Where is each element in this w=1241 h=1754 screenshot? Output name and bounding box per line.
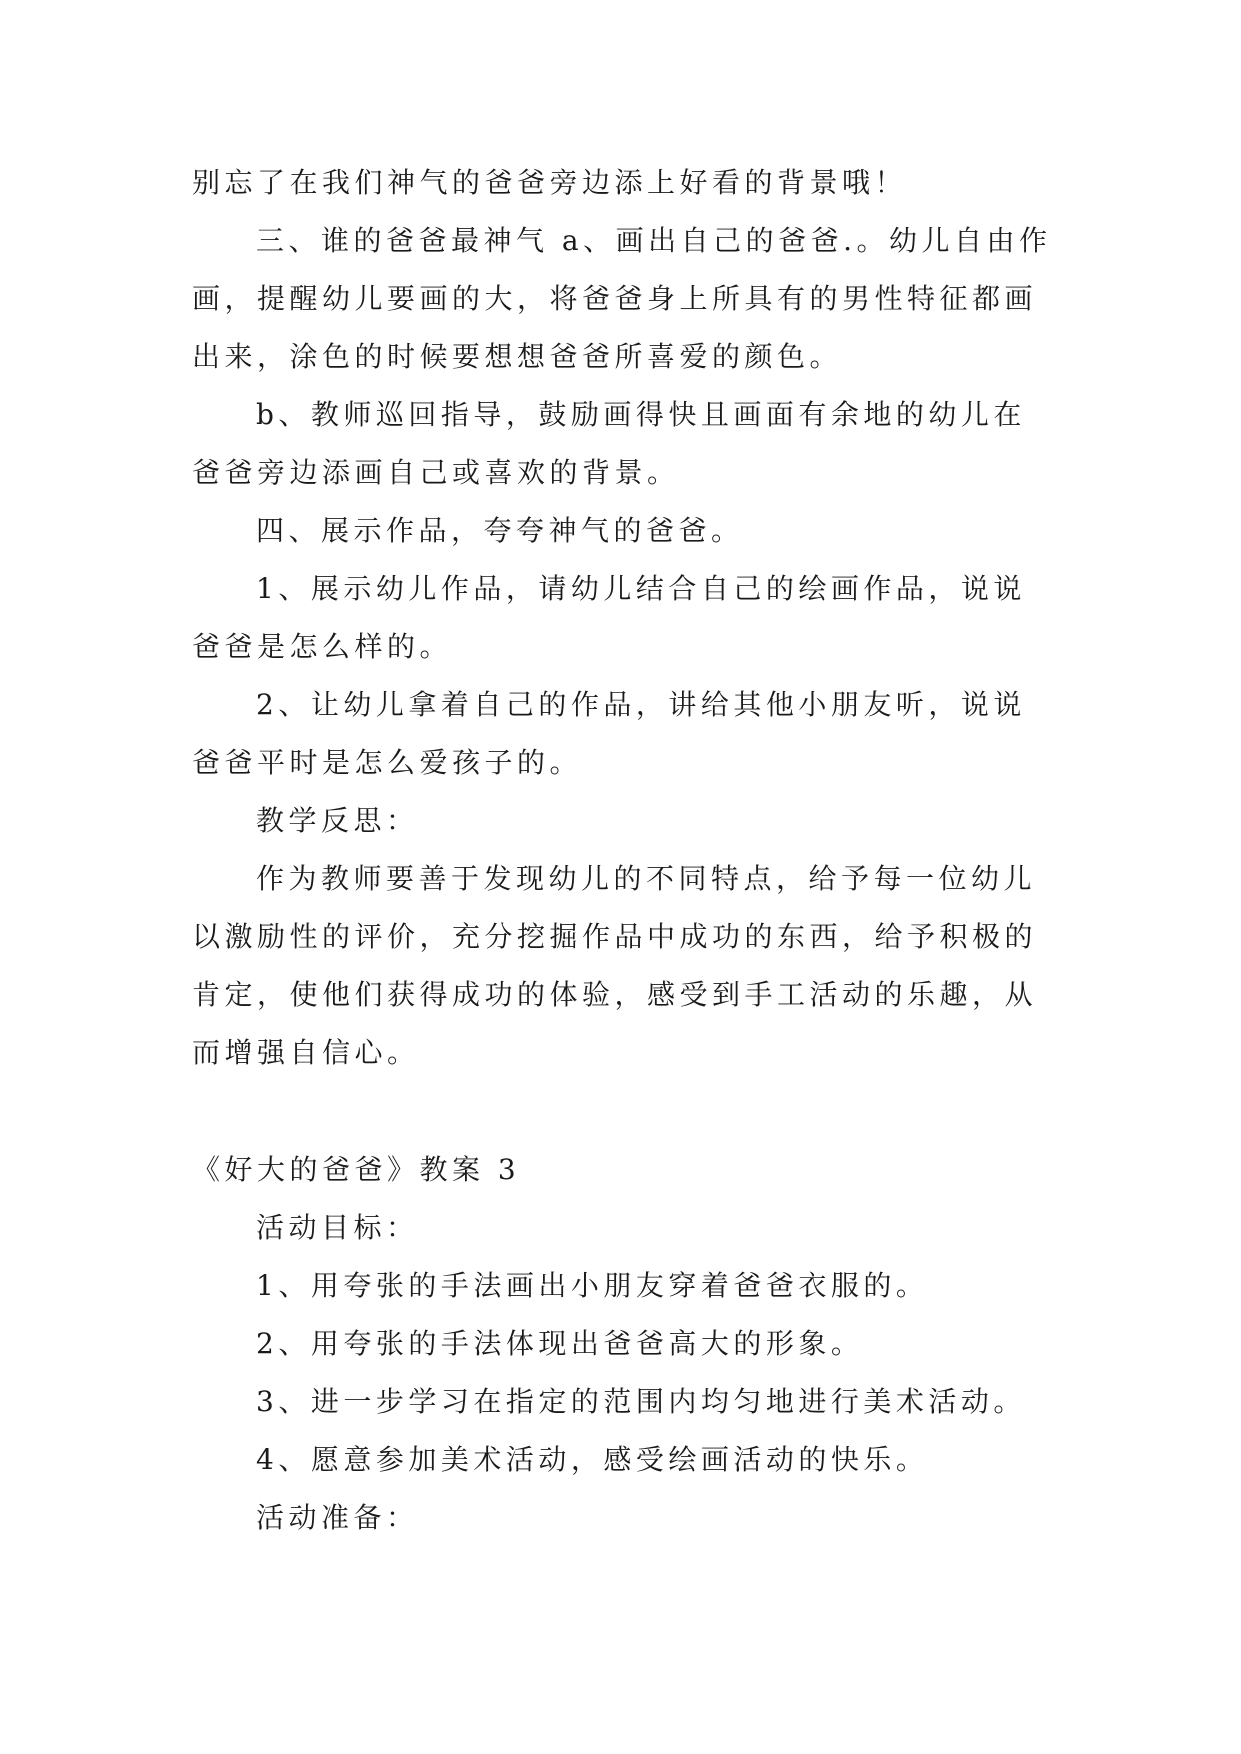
text-line: b、教师巡回指导，鼓励画得快且画面有余地的幼儿在 [256,398,1026,431]
text-line: 出来，涂色的时候要想想爸爸所喜爱的颜色。 [192,340,843,373]
text-line: 以激励性的评价，充分挖掘作品中成功的东西，给予积极的 [192,920,1038,953]
text-line: 而增强自信心。 [192,1036,420,1069]
text-line: 2、用夸张的手法体现出爸爸高大的形象。 [256,1327,864,1360]
text-line: 3、进一步学习在指定的范围内均匀地进行美术活动。 [256,1385,1026,1418]
text-line: 作为教师要善于发现幼儿的不同特点，给予每一位幼儿 [256,862,1037,895]
text-line: 1、展示幼儿作品，请幼儿结合自己的绘画作品，说说 [256,572,1026,605]
text-line: 爸爸平时是怎么爱孩子的。 [192,746,583,779]
text-line: 三、谁的爸爸最神气 a、画出自己的爸爸.。幼儿自由作 [256,224,1052,257]
text-line: 1、用夸张的手法画出小朋友穿着爸爸衣服的。 [256,1269,929,1302]
text-line: 活动准备： [256,1501,419,1534]
text-line: 4、愿意参加美术活动，感受绘画活动的快乐。 [256,1443,929,1476]
section-heading: 《好大的爸爸》教案 3 [192,1153,521,1186]
text-line: 爸爸旁边添画自己或喜欢的背景。 [192,456,680,489]
text-line: 爸爸是怎么样的。 [192,630,453,663]
text-line: 画，提醒幼儿要画的大，将爸爸身上所具有的男性特征都画 [192,282,1038,315]
text-line: 2、让幼儿拿着自己的作品，讲给其他小朋友听，说说 [256,688,1026,721]
text-line: 别忘了在我们神气的爸爸旁边添上好看的背景哦！ [192,166,908,199]
text-line: 肯定，使他们获得成功的体验，感受到手工活动的乐趣，从 [192,978,1038,1011]
text-line: 教学反思： [256,804,419,837]
text-line: 活动目标： [256,1211,419,1244]
text-line: 四、展示作品，夸夸神气的爸爸。 [256,514,744,547]
